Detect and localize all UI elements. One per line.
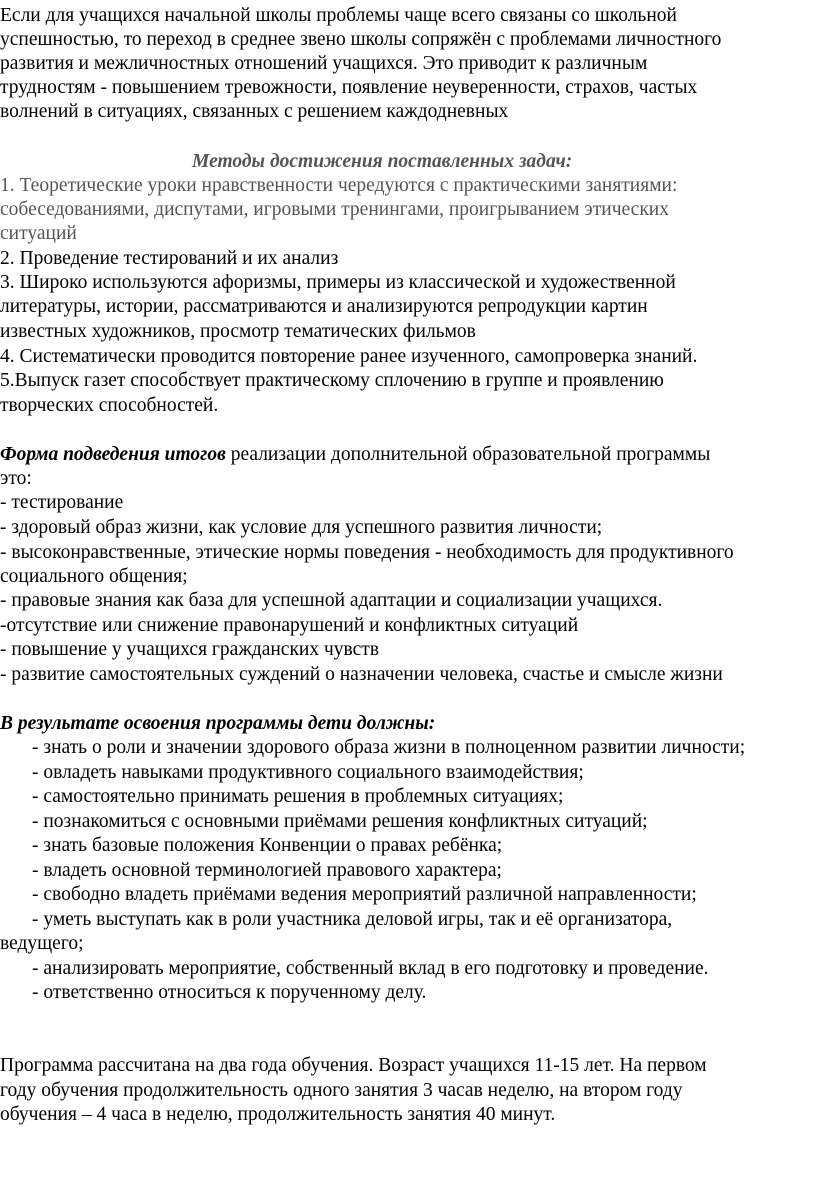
intro-line: успешностью, то переход в среднее звено школы сопряжён с проблемами личностного — [0, 29, 722, 50]
methods-line: 2. Проведение тестирований и их анализ — [0, 248, 339, 269]
intro-line: волнений в ситуациях, связанных с решением каждодневных — [0, 101, 509, 122]
results-item: - знать базовые положения Конвенции о правах ребёнка; — [32, 835, 503, 856]
summary-line: - высоконравственные, этические нормы поведения - необходимость для продуктивного — [0, 542, 734, 563]
results-item: - ответственно относиться к порученному делу. — [32, 982, 427, 1003]
methods-heading: Методы достижения поставленных задач: — [192, 151, 573, 172]
intro-line: трудностям - повышением тревожности, появление неуверенности, страхов, частых — [0, 77, 698, 98]
summary-line: - правовые знания как база для успешной адаптации и социализации учащихся. — [0, 590, 663, 611]
summary-line: - здоровый образ жизни, как условие для успешного развития личности; — [0, 517, 603, 538]
results-item: - овладеть навыками продуктивного социального взаимодействия; — [32, 762, 584, 783]
methods-line: известных художников, просмотр тематических фильмов — [0, 321, 476, 342]
program-line: Программа рассчитана на два года обучения. Возраст учащихся 11-15 лет. На первом — [0, 1055, 707, 1076]
summary-line: социального общения; — [0, 566, 188, 587]
methods-line: собеседованиями, диспутами, игровыми тренингами, проигрыванием этических — [0, 199, 669, 220]
methods-line: 1. Теоретические уроки нравственности чередуются с практическими занятиями: — [0, 175, 678, 196]
intro-line: Если для учащихся начальной школы проблемы чаще всего связаны со школьной — [0, 5, 677, 26]
results-item: - познакомиться с основными приёмами решения конфликтных ситуаций; — [32, 811, 648, 832]
methods-line: творческих способностей. — [0, 395, 219, 416]
summary-line: - развитие самостоятельных суждений о назначении человека, счастье и смысле жизни — [0, 664, 723, 685]
summary-line: это: — [0, 468, 32, 489]
summary-line: - тестирование — [0, 492, 124, 513]
results-heading: В результате освоения программы дети должны: — [0, 713, 436, 734]
results-item: - анализировать мероприятие, собственный вклад в его подготовку и проведение. — [32, 958, 709, 979]
summary-line: -отсутствие или снижение правонарушений и конфликтных ситуаций — [0, 615, 579, 636]
methods-line: 4. Систематически проводится повторение ранее изученного, самопроверка знаний. — [0, 346, 698, 367]
methods-line: 3. Широко используются афоризмы, примеры из классической и художественной — [0, 272, 676, 293]
summary-heading: Форма подведения итогов — [0, 444, 226, 465]
program-line: году обучения продолжительность одного занятия 3 часав неделю, на втором году — [0, 1080, 683, 1101]
results-item: ведущего; — [0, 933, 84, 954]
summary-heading-rest: реализации дополнительной образовательной программы — [225, 444, 711, 465]
intro-line: развития и межличностных отношений учащихся. Это приводит к различным — [0, 53, 648, 74]
methods-line: ситуаций — [0, 223, 77, 244]
summary-heading-line — [0, 443, 710, 467]
methods-line: 5.Выпуск газет способствует практическому сплочению в группе и проявлению — [0, 370, 664, 391]
results-item: - самостоятельно принимать решения в проблемных ситуациях; — [32, 786, 564, 807]
results-item: - уметь выступать как в роли участника деловой игры, так и её организатора, — [32, 909, 673, 930]
results-item: - знать о роли и значении здорового образа жизни в полноценном развитии личности; — [32, 737, 746, 758]
results-item: - свободно владеть приёмами ведения мероприятий различной направленности; — [32, 884, 697, 905]
summary-line: - повышение у учащихся гражданских чувств — [0, 639, 380, 660]
results-item: - владеть основной терминологией правового характера; — [32, 860, 502, 881]
program-line: обучения – 4 часа в неделю, продолжительность занятия 40 минут. — [0, 1104, 556, 1125]
methods-line: литературы, истории, рассматриваются и анализируются репродукции картин — [0, 296, 648, 317]
